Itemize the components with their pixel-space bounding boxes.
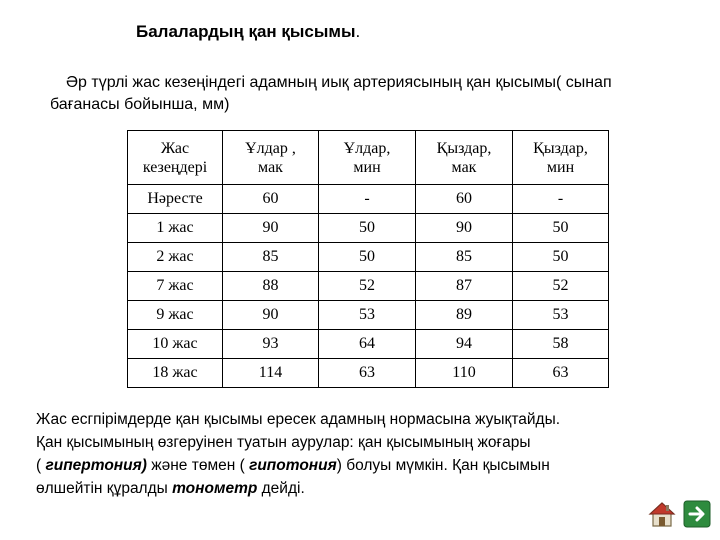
text-run: және төмен ( (146, 457, 250, 474)
table-cell: 50 (513, 243, 609, 272)
table-cell: 18 жас (128, 359, 223, 388)
header-line: Қыздар, (436, 139, 492, 157)
table-cell: 85 (223, 243, 319, 272)
body-paragraph (36, 408, 676, 500)
table-cell: 90 (223, 214, 319, 243)
header-line: мин (353, 158, 381, 176)
term-tonometer: тонометр (172, 480, 258, 497)
text-run: ) болуы мүмкін. Қан қысымын (336, 457, 550, 474)
caption-line-2: бағанасы бойынша, мм) (50, 96, 230, 113)
paragraph-line-1: Жас есгпірімдерде қан қысымы ересек адамның нормасына жуықтайды. (36, 411, 561, 428)
table-cell: 52 (513, 272, 609, 301)
table-cell: - (319, 185, 416, 214)
header-line: кезеңдері (142, 158, 208, 176)
table-cell: 60 (223, 185, 319, 214)
title-punct: . (355, 22, 361, 41)
header-line: Ұлдар , (245, 139, 296, 157)
header-line: мин (546, 158, 575, 176)
table-cell: 89 (416, 301, 513, 330)
table-cell: 110 (416, 359, 513, 388)
table-cell: 9 жас (128, 301, 223, 330)
table-cell: 88 (223, 272, 319, 301)
table-cell: 2 жас (128, 243, 223, 272)
caption-line-1: Әр түрлі жас кезеңіндегі адамның иық артериясының қан қысымы( сынап (66, 74, 612, 91)
table-cell: 93 (223, 330, 319, 359)
paragraph-line-3 (36, 454, 676, 477)
paragraph-line-2: Қан қысымының өзгеруінен туатын аурулар: қан қысымының жоғары (36, 434, 531, 451)
header-girls-min (513, 131, 609, 185)
table-row (128, 301, 609, 330)
term-hypertension: гипертония) (45, 457, 147, 474)
header-line: Қыздар, (533, 139, 588, 157)
table-row (128, 272, 609, 301)
table-cell: 114 (223, 359, 319, 388)
table-row (128, 330, 609, 359)
title-text: Балалардың қан қысымы (136, 22, 356, 41)
table-cell: 50 (319, 214, 416, 243)
table-cell: 87 (416, 272, 513, 301)
table-cell: 50 (513, 214, 609, 243)
header-line: мак (451, 158, 477, 176)
table-cell: 90 (223, 301, 319, 330)
table-cell: 52 (319, 272, 416, 301)
table-cell: 50 (319, 243, 416, 272)
text-run: өлшейтін құралды (36, 480, 173, 497)
text-run: ( (36, 457, 46, 474)
table-row (128, 214, 609, 243)
header-line: Жас (160, 139, 190, 157)
table-cell: 53 (319, 301, 416, 330)
next-arrow-icon (683, 500, 711, 528)
table-cell: Нәресте (128, 185, 223, 214)
header-boys-min (319, 131, 416, 185)
page-title (136, 22, 360, 42)
blood-pressure-table (127, 130, 609, 388)
table-cell: 94 (416, 330, 513, 359)
header-boys-max (223, 131, 319, 185)
table-row (128, 359, 609, 388)
header-line: Ұлдар, (343, 139, 391, 157)
table-cell: 63 (319, 359, 416, 388)
header-line: мак (258, 158, 283, 176)
next-button[interactable] (683, 500, 711, 533)
home-button[interactable] (648, 500, 676, 533)
table-cell: 60 (416, 185, 513, 214)
table-cell: 1 жас (128, 214, 223, 243)
table-caption (50, 72, 690, 116)
table-cell: 90 (416, 214, 513, 243)
table-row (128, 185, 609, 214)
table-cell: 10 жас (128, 330, 223, 359)
home-icon (648, 500, 676, 528)
table-cell: 7 жас (128, 272, 223, 301)
table-cell: 64 (319, 330, 416, 359)
table-cell: 58 (513, 330, 609, 359)
term-hypotension: гипотония (249, 457, 337, 474)
table-cell: - (513, 185, 609, 214)
header-girls-max (416, 131, 513, 185)
paragraph-line-4 (36, 477, 676, 500)
table-row (128, 243, 609, 272)
table-cell: 85 (416, 243, 513, 272)
text-run: дейді. (257, 480, 305, 497)
table-cell: 53 (513, 301, 609, 330)
header-age (128, 131, 223, 185)
table-cell: 63 (513, 359, 609, 388)
table-header-row (128, 131, 609, 185)
